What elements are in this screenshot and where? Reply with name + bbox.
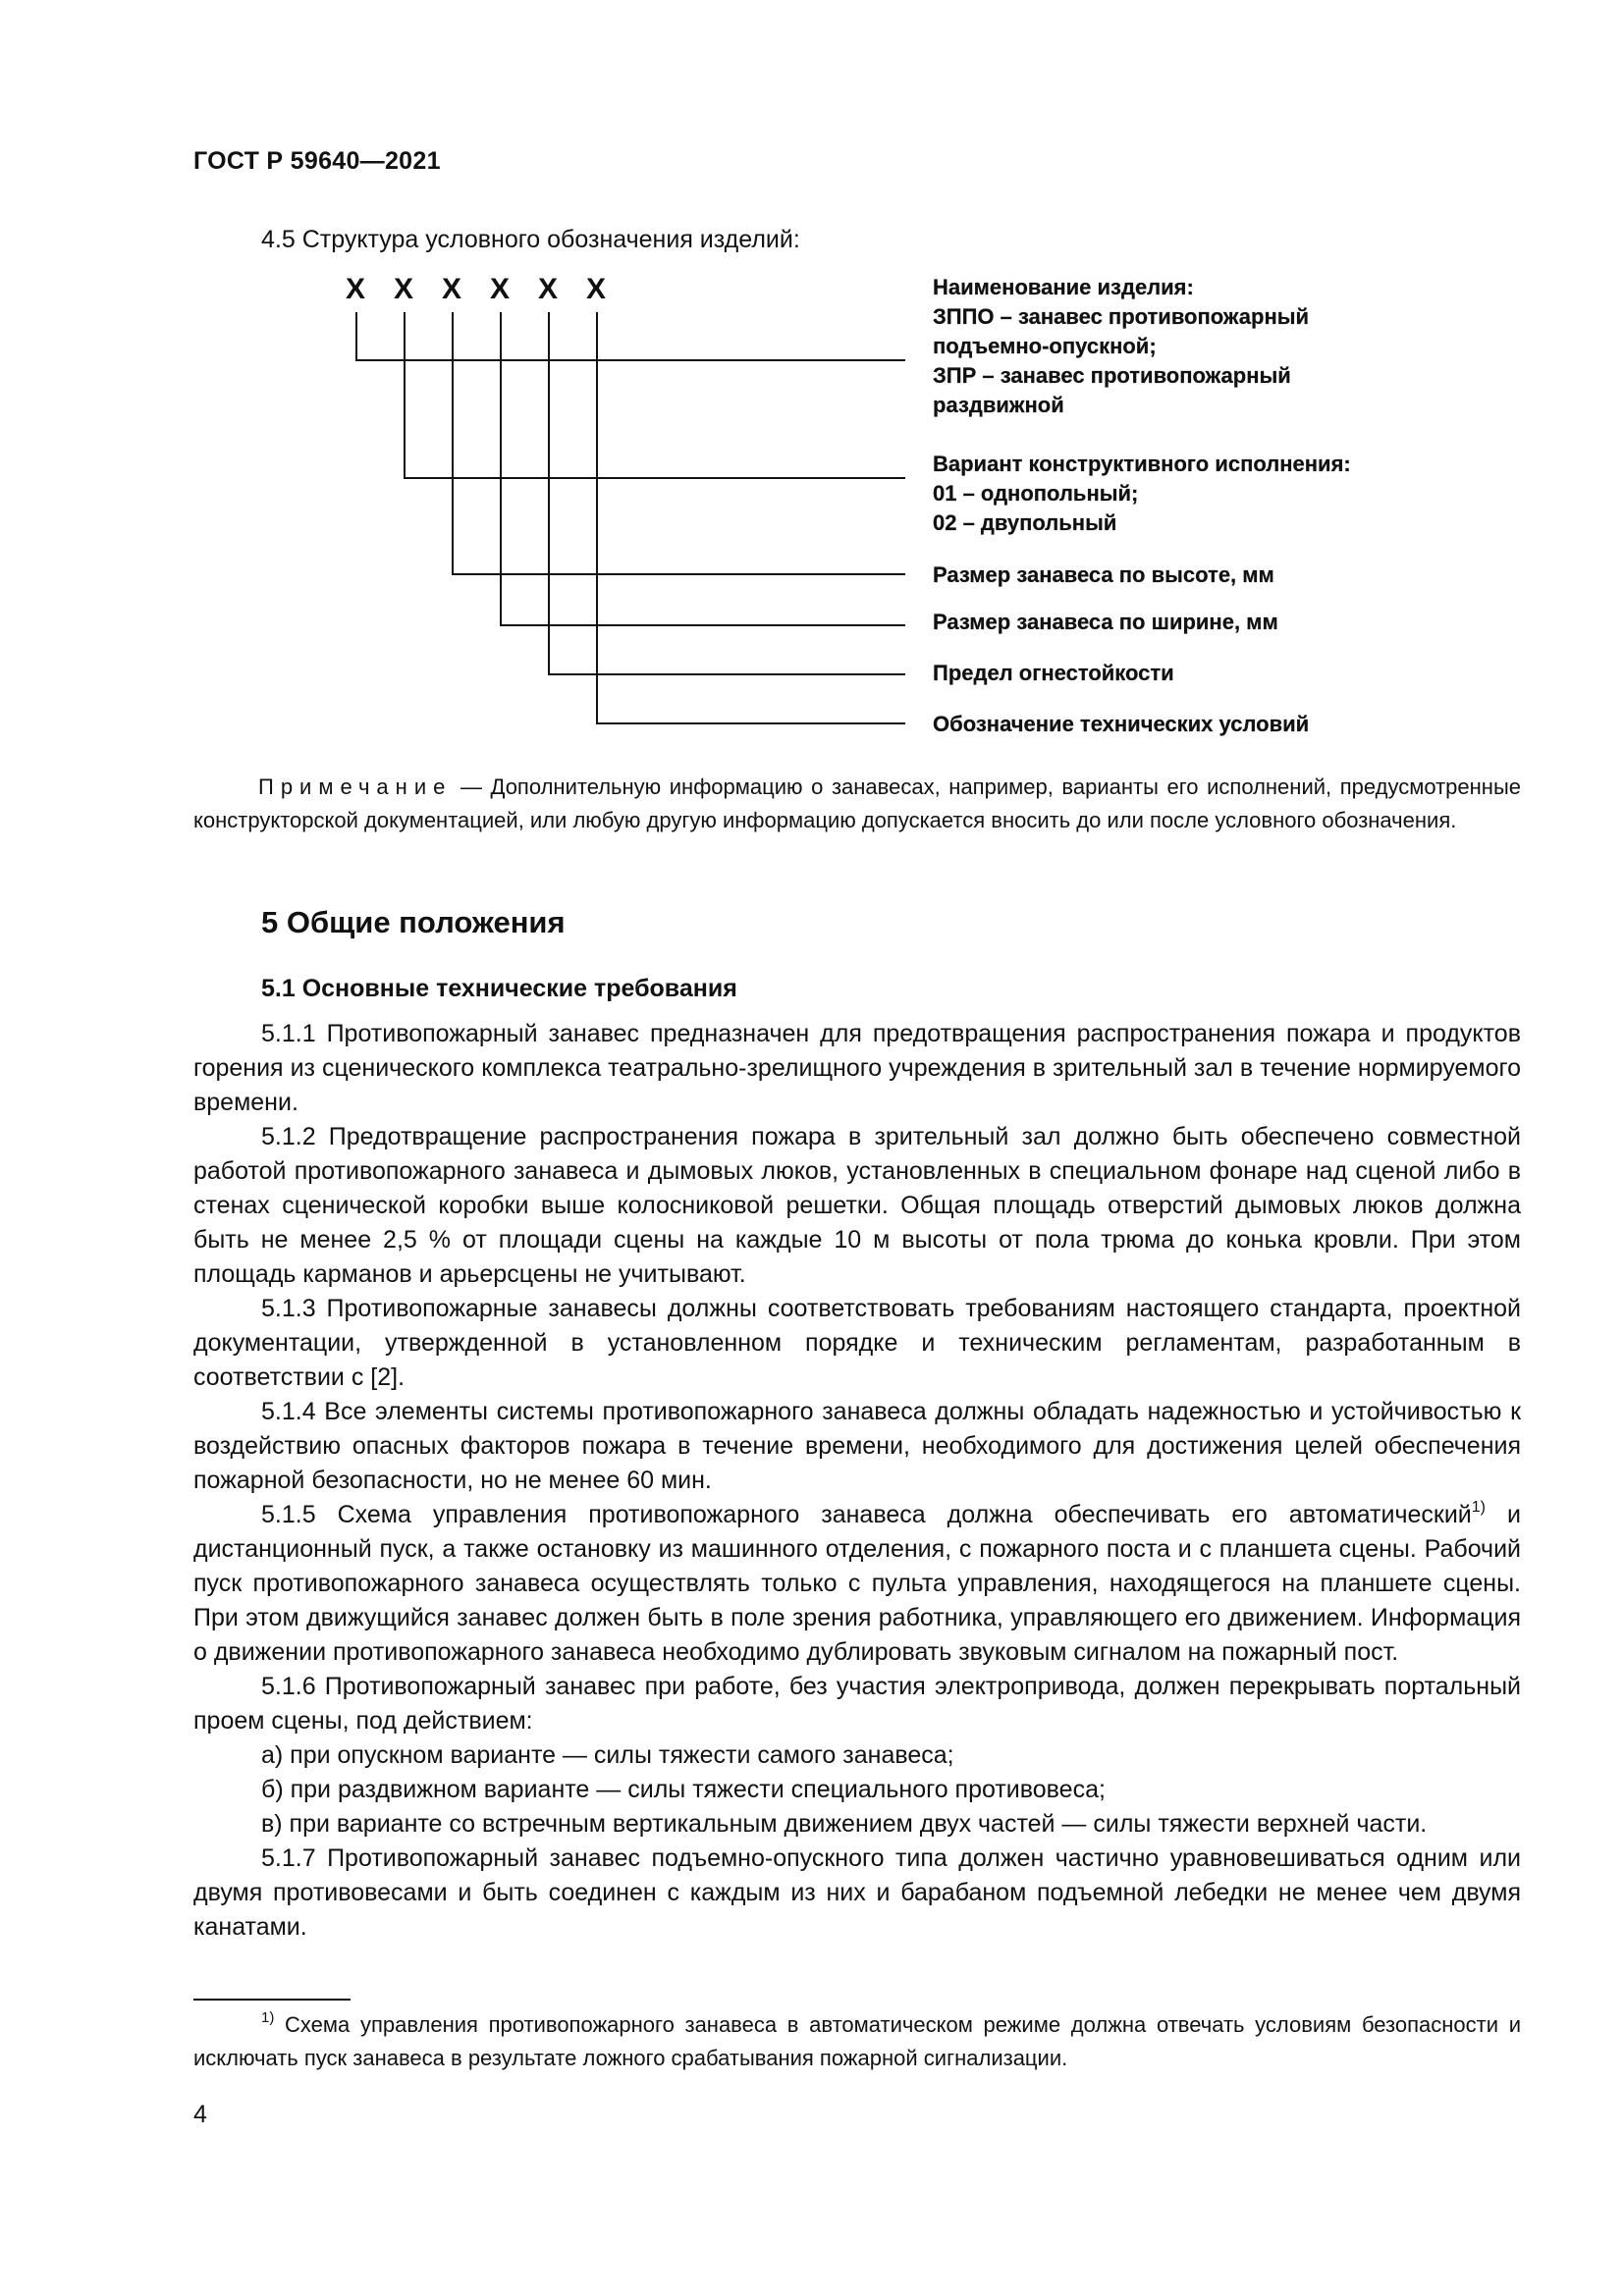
footnote-ref[interactable]: 1) <box>1471 1498 1487 1516</box>
connector-2-horizontal <box>404 477 905 479</box>
connector-3-horizontal <box>452 573 905 575</box>
paragraph-5-1-5 <box>193 1498 1521 1670</box>
footnote-marker: 1) <box>261 2008 275 2026</box>
connector-6-vertical <box>596 312 598 724</box>
note-prefix: Примечание <box>258 774 453 799</box>
scheme-mark-2: X <box>394 273 414 305</box>
scheme-mark-4: X <box>490 273 511 305</box>
scheme-label-product-name <box>933 273 1309 420</box>
connector-4-vertical <box>500 312 502 626</box>
label-line: ЗППО – занавес противопожарный <box>933 304 1310 329</box>
list-item-b: б) при раздвижном варианте — силы тяжести специального противовеса; <box>261 1776 1106 1803</box>
connector-1-vertical <box>355 312 357 361</box>
connector-5-vertical <box>548 312 550 675</box>
list-item-c: в) при варианте со встречным вертикальным движением двух частей — силы тяжести верхней части. <box>261 1810 1428 1838</box>
section-title: 5 Общие положения <box>261 905 566 939</box>
paragraph-text: и дистанционный пуск, а также остановку из машинного отделения, с пожарного поста и с планшета сцены. Рабочий пуск противопожарного занавеса осуществлять только с пульта управления, находящегося на планшете сцены. При этом движущийся занавес должен быть в поле зрения работника, управляющего его движением. Информация о движении противопожарного занавеса необходимо дублировать звуковым сигналом на пожарный пост. <box>193 1501 1521 1666</box>
connector-5-horizontal <box>548 673 905 675</box>
label-line: ЗПР – занавес противопожарный <box>933 363 1291 388</box>
footnote <box>193 2008 1521 2075</box>
label-line: Размер занавеса по ширине, мм <box>933 610 1278 634</box>
paragraph-5-1-1: 5.1.1 Противопожарный занавес предназначен для предотвращения распространения пожара и продуктов горения из сценического комплекса театрально-зрелищного учреждения в зрительный зал в течение нормируемого времени. <box>193 1020 1521 1116</box>
paragraph-5-1-4: 5.1.4 Все элементы системы противопожарного занавеса должны обладать надежностью и устойчивостью к воздействию опасных факторов пожара в течение времени, необходимого для достижения целей обеспечения пожарной безопасности, но не менее 60 мин. <box>193 1398 1521 1494</box>
connector-4-horizontal <box>500 624 905 626</box>
scheme-label-tech-conditions <box>933 710 1309 739</box>
clause-4-5-intro: 4.5 Структура условного обозначения изделий: <box>261 226 800 253</box>
connector-6-horizontal <box>596 722 905 724</box>
footnote-separator <box>193 1999 351 2001</box>
paragraph-5-1-3: 5.1.3 Противопожарные занавесы должны соответствовать требованиям настоящего стандарта, проектной документации, утвержденной в установленном порядке и техническим регламентам, разработанным в соответствии с [2]. <box>193 1295 1521 1391</box>
connector-1-horizontal <box>355 359 905 361</box>
subsection-title: 5.1 Основные технические требования <box>261 975 737 1002</box>
paragraph-5-1-7: 5.1.7 Противопожарный занавес подъемно-опускного типа должен частично уравновешиваться одним или двумя противовесами и быть соединен с каждым из них и барабаном подъемной лебедки не менее чем двумя канатами. <box>193 1844 1521 1941</box>
label-line: 01 – однопольный; <box>933 481 1139 506</box>
connector-2-vertical <box>404 312 406 479</box>
paragraph-5-1-2: 5.1.2 Предотвращение распространения пожара в зрительный зал должно быть обеспечено совместной работой противопожарного занавеса и дымовых люков, установленных в специальном фонаре над сценой либо в стенах сценической коробки выше колосниковой решетки. Общая площадь отверстий дымовых люков должна быть не менее 2,5 % от площади сцены на каждые 10 м высоты от пола трюма до конька кровли. При этом площадь карманов и арьерсцены не учитывают. <box>193 1123 1521 1288</box>
paragraph-5-1-6: 5.1.6 Противопожарный занавес при работе, без участия электропривода, должен перекрывать портальный проем сцены, под действием: <box>193 1673 1521 1735</box>
scheme-mark-5: X <box>538 273 559 305</box>
footnote-text: Схема управления противопожарного занавеса в автоматическом режиме должна отвечать условиям безопасности и исключать пуск занавеса в результате ложного срабатывания пожарной сигнализации. <box>193 2012 1521 2070</box>
page-number: 4 <box>193 2101 207 2128</box>
label-line: Наименование изделия: <box>933 275 1194 299</box>
label-line: Обозначение технических условий <box>933 712 1310 736</box>
label-line: 02 – двупольный <box>933 510 1117 535</box>
note-text: — Дополнительную информацию о занавесах, например, варианты его исполнений, предусмотренные конструкторской документацией, или любую другую информацию допускается вносить до или после условного обозначения. <box>193 774 1521 832</box>
scheme-label-width <box>933 608 1278 637</box>
label-line: Предел огнестойкости <box>933 661 1174 685</box>
label-line: Вариант конструктивного исполнения: <box>933 452 1351 476</box>
body-text <box>193 1017 1521 1945</box>
connector-3-vertical <box>452 312 454 575</box>
note-block <box>193 771 1521 837</box>
standard-header: ГОСТ Р 59640—2021 <box>193 147 441 175</box>
scheme-mark-3: X <box>442 273 462 305</box>
scheme-label-design-variant <box>933 450 1351 538</box>
scheme-mark-6: X <box>586 273 607 305</box>
list-item-a: а) при опускном варианте — силы тяжести самого занавеса; <box>261 1741 954 1769</box>
label-line: Размер занавеса по высоте, мм <box>933 562 1274 587</box>
paragraph-text: 5.1.5 Схема управления противопожарного занавеса должна обеспечивать его автоматический <box>261 1501 1472 1528</box>
scheme-label-height <box>933 561 1274 590</box>
label-line: подъемно-опускной; <box>933 334 1157 358</box>
scheme-label-fire-resistance <box>933 659 1174 688</box>
label-line: раздвижной <box>933 393 1064 417</box>
scheme-mark-1: X <box>346 273 366 305</box>
